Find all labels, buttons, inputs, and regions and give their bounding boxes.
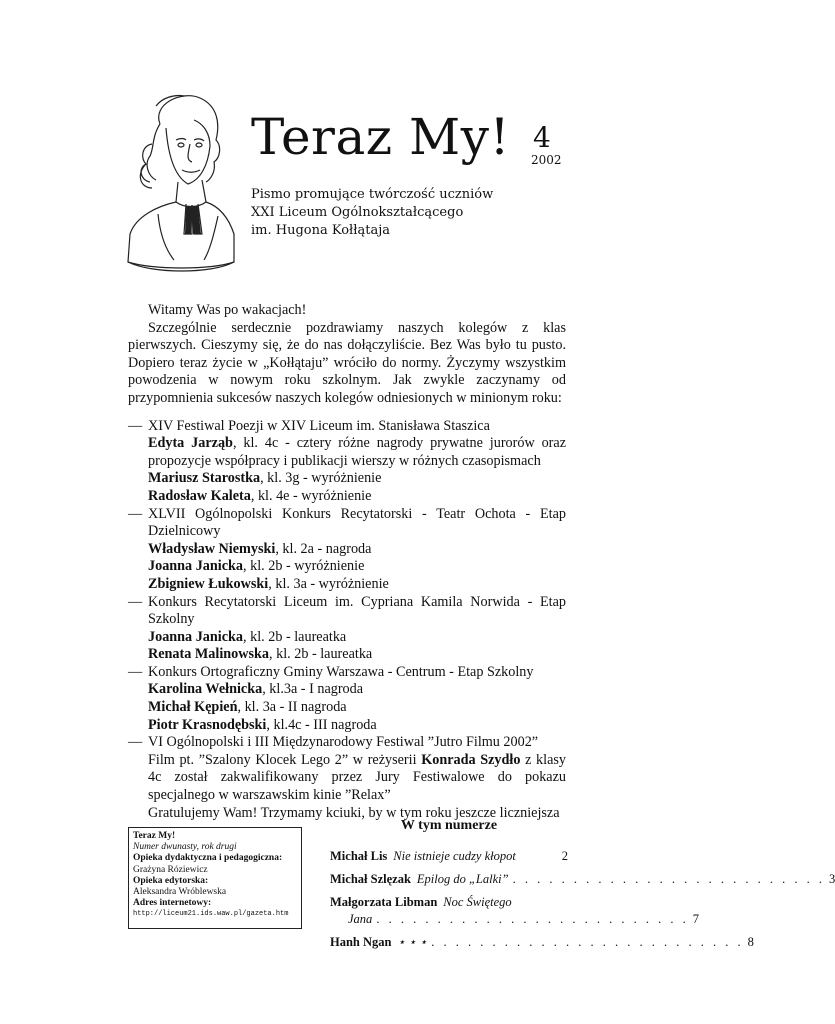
- winner-entry: [128, 576, 566, 594]
- winner-name: Piotr Krasnodębski: [148, 716, 267, 733]
- event-item: [128, 594, 566, 664]
- winner-name: Zbigniew Łukowski: [148, 575, 269, 592]
- toc-author: Michał Szlęzak: [330, 872, 411, 886]
- winner-entry: [128, 681, 566, 699]
- winner-name: Radosław Kaleta: [148, 487, 251, 504]
- toc-work: Noc Świętego: [443, 895, 512, 909]
- winner-name: Renata Malinowska: [148, 646, 269, 663]
- toc-leader: . . . . . . . . . . . . . . . . . . . . . . . . . .: [512, 872, 825, 886]
- winner-detail: , kl. 2a - nagroda: [275, 540, 372, 557]
- subtitle-line: XXI Liceum Ogólnokształcącego: [251, 205, 464, 220]
- winner-detail: , kl. 3g - wyróżnienie: [260, 470, 382, 487]
- magazine-title: Teraz My!: [251, 108, 511, 166]
- event-item: [128, 506, 566, 594]
- event-name: VI Ogólnopolski i III Międzynarodowy Festiwal ”Jutro Filmu 2002”: [148, 734, 539, 751]
- toc-page: 7: [692, 912, 699, 926]
- em-dash: —: [128, 734, 143, 751]
- winner-entry: [128, 646, 566, 664]
- intro-paragraph: Szczególnie serdecznie pozdrawiamy naszych kolegów z klas pierwszych. Cieszymy się, że do nas dołączyliście. Bez Was było tu pusto. Dopiero teraz życie w „Kołłątaju” wróciło do normy. Życzymy wszystkim powodzenia w nowym roku szkolnym. Jak zwykle zaczynamy od przypomnienia sukcesów naszych kolegów odniesionych w minionym roku:: [128, 319, 566, 406]
- winner-name: Joanna Janicka: [148, 628, 244, 645]
- masthead-editor-name: Aleksandra Wróblewska: [133, 887, 227, 898]
- winner-name: Władysław Niemyski: [148, 540, 276, 557]
- toc-title: W tym numerze: [400, 818, 498, 833]
- winner-detail: , kl. 4e - wyróżnienie: [250, 487, 372, 504]
- closing-line: Gratulujemy Wam! Trzymamy kciuki, by w tym roku jeszcze liczniejsza: [148, 804, 560, 821]
- masthead-box: [128, 827, 302, 929]
- toc-entry: [330, 848, 568, 865]
- winner-entry: [128, 629, 566, 647]
- event-name: Konkurs Ortograficzny Gminy Warszawa - Centrum - Etap Szkolny: [148, 663, 534, 680]
- issue-year: 2002: [531, 153, 562, 167]
- em-dash: —: [128, 593, 143, 610]
- masthead-care-name: Grażyna Róziewicz: [133, 864, 208, 875]
- winner-name: Edyta Jarząb: [148, 435, 233, 452]
- winner-entry: [128, 699, 566, 717]
- festival-description: Film pt. ”Szalony Klocek Lego 2” w reżyserii Konrada Szydło z klasy 4c został zakwalifikowany przez Jury Festiwalowe do pokazu specjalnego w warszawskim kinie ”Relax”: [148, 751, 566, 804]
- achievements-list: [128, 418, 566, 805]
- masthead-web-label: Adres internetowy:: [133, 898, 212, 909]
- winner-detail: , kl. 2b - wyróżnienie: [243, 558, 365, 575]
- toc-leader: . . . . . . . . . . . . . . . . . . . . . . . . . .: [431, 935, 744, 949]
- em-dash: —: [128, 505, 143, 522]
- winner-entry: [128, 470, 566, 488]
- em-dash: —: [128, 663, 143, 680]
- toc-page: 8: [747, 935, 754, 949]
- winner-entry: [128, 541, 566, 559]
- winner-name: Karolina Wełnicka: [148, 681, 263, 698]
- event-item: [128, 734, 566, 804]
- event-name: XLVII Ogólnopolski Konkurs Recytatorski - Teatr Ochota - Etap Dzielnicowy: [148, 505, 566, 540]
- subtitle-line: Pismo promujące twórczość uczniów: [251, 187, 494, 202]
- event-item: [128, 418, 566, 506]
- toc-author: Małgorzata Libman: [330, 895, 438, 909]
- winner-entry: [128, 435, 566, 470]
- toc-page: 3: [828, 872, 835, 886]
- winner-detail: , kl. 2b - laureatka: [269, 646, 373, 663]
- toc-leader: . . . . . . . . . . . . . . . . . . . . . . . . . .: [376, 912, 689, 926]
- winner-name: Michał Kępień: [148, 699, 238, 716]
- masthead-title: Teraz My!: [133, 831, 176, 841]
- toc-work: Nie istnieje cudzy kłopot: [393, 849, 516, 863]
- winner-entry: [128, 717, 566, 735]
- em-dash: —: [128, 417, 143, 434]
- winner-detail: , kl.4c - III nagroda: [266, 716, 377, 733]
- toc-entry: [330, 934, 754, 951]
- masthead-issue: Numer dwunasty, rok drugi: [133, 842, 237, 853]
- winner-entry: [128, 558, 566, 576]
- toc-entry: [330, 894, 699, 928]
- toc-page: 2: [561, 849, 568, 863]
- winner-name: Mariusz Starostka: [148, 470, 261, 487]
- winner-detail: , kl.3a - I nagroda: [262, 681, 364, 698]
- event-name: XIV Festiwal Poezji w XIV Liceum im. Stanisława Staszica: [148, 417, 490, 434]
- issue-number: 4: [533, 121, 551, 154]
- event-name: Konkurs Recytatorski Liceum im. Cypriana Kamila Norwida - Etap Szkolny: [148, 593, 566, 628]
- magazine-subtitle: [251, 186, 493, 240]
- article-body: [128, 302, 566, 822]
- masthead-web-url: http://liceum21.ids.waw.pl/gazeta.htm: [133, 910, 289, 919]
- masthead-care-label: Opieka dydaktyczna i pedagogiczna:: [133, 853, 283, 864]
- winner-detail: , kl. 3a - wyróżnienie: [268, 575, 389, 592]
- table-of-contents: [330, 818, 835, 957]
- winner-detail: , kl. 2b - laureatka: [243, 628, 347, 645]
- winner-entry: [128, 488, 566, 506]
- toc-entry: [330, 871, 835, 888]
- director-name: Konrada Szydło: [421, 751, 521, 768]
- winner-name: Joanna Janicka: [148, 558, 244, 575]
- toc-work-cont: Jana: [348, 912, 373, 926]
- event-item: [128, 664, 566, 734]
- portrait-illustration: [122, 84, 240, 274]
- subtitle-line: im. Hugona Kołłątaja: [251, 223, 390, 238]
- winner-detail: , kl. 4c - cztery różne nagrody prywatne jurorów oraz propozycje współpracy i publikacji wierszy w różnych czasopismach: [148, 435, 567, 469]
- winner-detail: , kl. 3a - II nagroda: [237, 699, 347, 716]
- toc-work: ⋆ ⋆ ⋆: [397, 935, 428, 949]
- toc-author: Hanh Ngan: [330, 935, 392, 949]
- toc-author: Michał Lis: [330, 849, 388, 863]
- greeting: Witamy Was po wakacjach!: [148, 302, 307, 318]
- masthead-editor-label: Opieka edytorska:: [133, 875, 209, 886]
- toc-work: Epilog do „Lalki”: [416, 872, 509, 886]
